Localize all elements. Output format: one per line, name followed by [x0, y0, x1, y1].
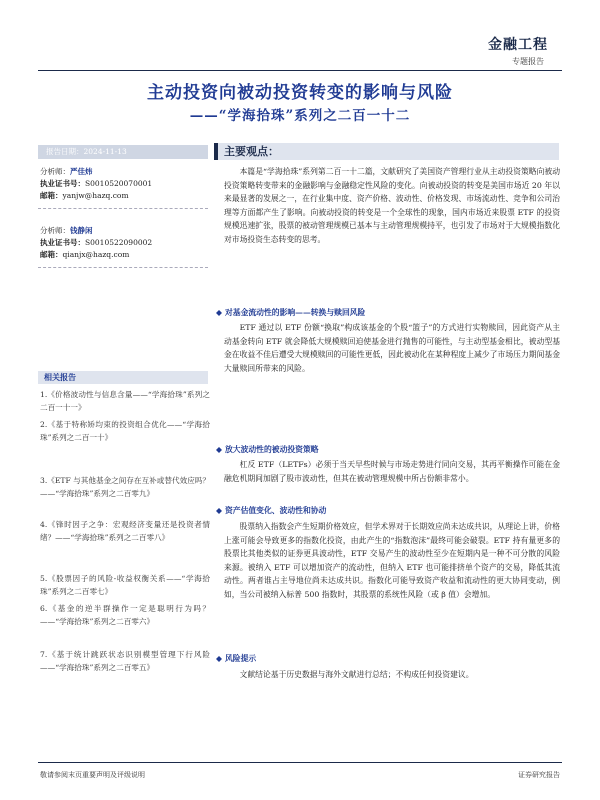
analyst-role: 分析师： — [40, 167, 70, 176]
cert-label: 执业证书号： — [40, 238, 85, 247]
analyst-name: 严佳炜 — [70, 167, 93, 176]
analyst-email[interactable]: qianjx@hazq.com — [62, 250, 130, 259]
section-body-risk: 文献结论基于历史数据与海外文献进行总结；不构成任何投资建议。 — [239, 670, 474, 679]
related-report-item[interactable]: 4.《锋时因子之争：宏观经济变量还是投资者情绪？——“学海拾珠”系列之二百零八》 — [40, 520, 210, 542]
related-report-item[interactable]: 5.《股票因子的风险-收益权衡关系——“学海拾珠”系列之二百零七》 — [40, 574, 210, 596]
diamond-bullet-icon: ◆ — [216, 654, 222, 663]
section-heading-liquidity: ◆ 对基金流动性的影响——转换与赎回风险 — [216, 308, 366, 317]
section-heading-risk: ◆ 风险提示 — [216, 654, 257, 663]
section-body-volatility: 杠反 ETF（LETFs）必须于当天早些时候与市场走势进行同向交易，其再平衡操作可能在金融危机期间加剧了股市波动性，但其在被动管理规模中所占份额非常小。 — [224, 460, 560, 483]
report-date: 报告日期：2024-11-13 — [38, 145, 208, 159]
footer-label: 证券研究报告 — [518, 771, 560, 779]
header-report-type: 专题报告 — [512, 57, 544, 66]
diamond-bullet-icon: ◆ — [216, 445, 222, 454]
email-label: 邮箱： — [40, 191, 63, 200]
analyst-block-2 — [40, 225, 208, 261]
main-points-heading: 主要观点： — [214, 143, 559, 160]
divider — [38, 208, 208, 209]
footer-divider — [38, 762, 562, 763]
related-reports-heading: 相关报告 — [38, 371, 208, 384]
intro-paragraph: 本篇是“学海拾珠”系列第二百一十二篇，文献研究了美国资产管理行业从主动投资策略向被动投资策略转变带来的金融影响与金融稳定性风险的变化。向被动投资的转变是美国市场近 20 年以来最显著的发展之一，在行业集中度、资产价格、波动性、价格发现、市场流动性、竞争和公司治理等方面都产生了影响。向被动投资的转变是一个全球性的现象，国内市场近来股票 ETF 的投资规模迅速扩张，股票的被动管理规模已基本与主动管理规模持平，也引发了市场对于大规模指数化对市场投资生态转变的思考。 — [224, 167, 560, 244]
related-report-item[interactable]: 2.《基于特称矫均束的投资组合优化——“学海拾珠”系列之二百一十》 — [40, 420, 210, 442]
analyst-email[interactable]: yanjw@hazq.com — [62, 191, 129, 200]
analyst-block-1 — [40, 166, 208, 202]
footer-disclaimer: 敬请参阅末页重要声明及评级说明 — [40, 771, 145, 779]
header-category: 金融工程 — [488, 37, 548, 53]
page-title: 主动投资向被动投资转变的影响与风险 — [147, 83, 453, 103]
cert-number: S0010522090002 — [85, 238, 153, 247]
page-subtitle: ——“学海拾珠”系列之二百一十二 — [189, 108, 411, 124]
cert-label: 执业证书号： — [40, 179, 85, 188]
section-heading-valuation: ◆ 资产估值变化、波动性和协动 — [216, 506, 327, 515]
divider — [38, 267, 208, 268]
diamond-bullet-icon: ◆ — [216, 506, 222, 515]
related-report-item[interactable]: 7.《基于统计跳跃状态识别模型管理下行风险——“学海拾珠”系列之二百零五》 — [40, 650, 210, 672]
email-label: 邮箱： — [40, 250, 63, 259]
diamond-bullet-icon: ◆ — [216, 308, 222, 317]
section-body-valuation: 股票纳入指数会产生短期价格效应，但学术界对于长期效应尚未达成共识，从理论上讲，价格上涨可能会导致更多的指数化投资，由此产生的“指数泡沫”最终可能会破裂。ETF 持有量更多的股票比其他类似的证券更具波动性，ETF 交易产生的波动性至少在短期内是一种不可分散的风险来源。被纳入 ETF 可以增加资产的流动性，但纳入 ETF 也可能排挤单个资产的交易，降低其流动性。两者谁占主导地位尚未达成共识。指数化可能导致资产收益和流动性的更大协同变动，例如，当公司被纳入标普 500 指数时，其股票的系统性风险（或 β 值）会增加。 — [224, 522, 560, 599]
section-heading-volatility: ◆ 放大波动性的被动投资策略 — [216, 445, 319, 454]
section-body-liquidity: ETF 通过以 ETF 份额“换取”构成该基金的个股“篮子”的方式进行实物赎回，因此资产从主动基金转向 ETF 就会降低大规模赎回迫使基金进行抛售的可能性，与主动型基金相比，被动型基金在收益不佳后遭受大规模赎回的可能性更低，因此被动化在某种程度上减少了市场压力期间基金大量赎回所带来的风险。 — [224, 323, 560, 373]
related-report-item[interactable]: 3.《ETF 与其他基金之间存在互补或替代效应吗？——“学海拾珠”系列之二百零九》 — [40, 476, 210, 498]
related-report-item[interactable]: 6.《基金的逆半群操作一定是聪明行为吗？——“学海拾珠”系列之二百零六》 — [40, 604, 210, 626]
cert-number: S0010520070001 — [85, 179, 153, 188]
header-divider — [38, 70, 562, 71]
analyst-name: 钱静闲 — [70, 226, 93, 235]
analyst-role: 分析师： — [40, 226, 70, 235]
related-report-item[interactable]: 1.《价格波动性与信息含量——“学海拾珠”系列之二百一十一》 — [40, 390, 210, 412]
